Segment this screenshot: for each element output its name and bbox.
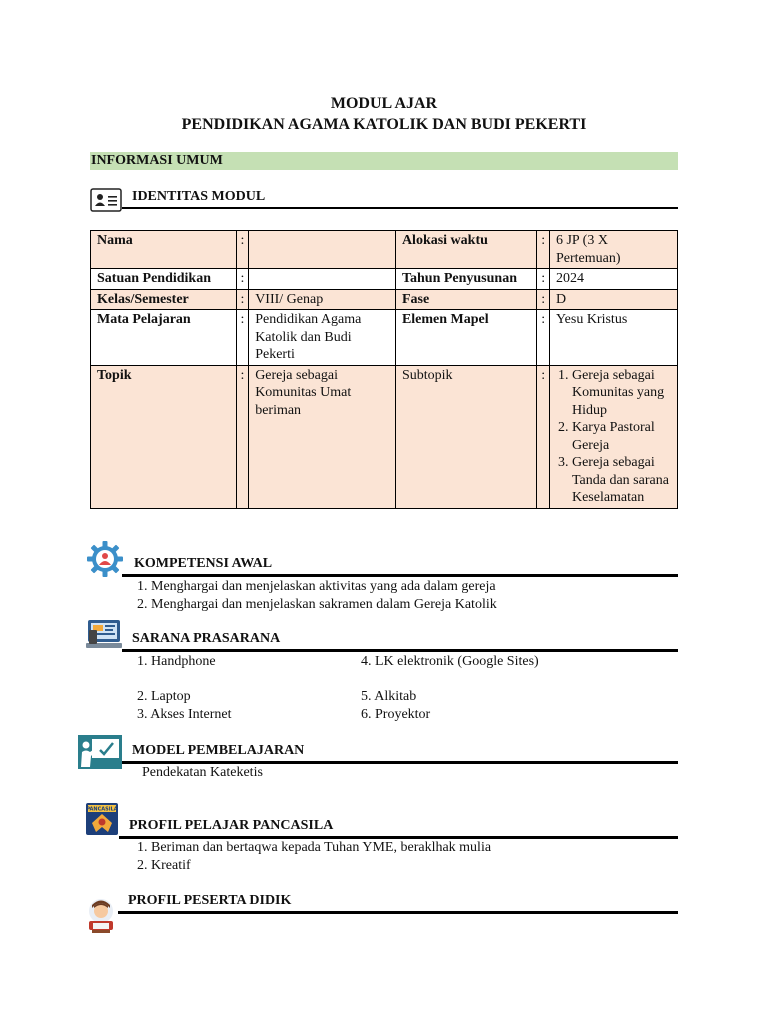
list-item: 3. Gereja sebagai Tanda dan sarana Keselamatan — [572, 454, 671, 507]
cell-colon: : — [537, 269, 549, 290]
pancasila-icon-label: PANCASILA — [86, 806, 118, 813]
cell-label: Kelas/Semester — [91, 289, 237, 310]
informasi-umum-label: INFORMASI UMUM — [91, 153, 223, 168]
cell-colon: : — [537, 231, 549, 269]
profil-peserta-heading: PROFIL PESERTA DIDIK — [128, 893, 292, 908]
cell-label: Tahun Penyusunan — [395, 269, 537, 290]
devices-icon — [86, 618, 122, 652]
table-row — [91, 310, 678, 366]
cell-colon: : — [537, 310, 549, 366]
pancasila-divider — [119, 836, 678, 839]
cell-label: Nama — [91, 231, 237, 269]
informasi-umum-bar — [90, 152, 678, 170]
pancasila-book-icon — [86, 803, 118, 835]
cell-colon: : — [236, 365, 248, 508]
cell-label: Alokasi waktu — [395, 231, 537, 269]
cell-colon: : — [236, 231, 248, 269]
cell-colon: : — [537, 365, 549, 508]
identitas-divider — [122, 207, 678, 209]
peserta-divider — [118, 911, 678, 914]
cell-value: D — [549, 289, 677, 310]
list-item: 4. LK elektronik (Google Sites) — [361, 654, 539, 669]
cell-value — [249, 231, 396, 269]
teacher-board-icon — [78, 735, 122, 769]
sarana-prasarana-heading: SARANA PRASARANA — [132, 631, 281, 646]
identitas-modul-heading: IDENTITAS MODUL — [132, 189, 266, 204]
list-item: 2. Menghargai dan menjelaskan sakramen dalam Gereja Katolik — [137, 597, 497, 612]
identitas-table — [90, 230, 678, 509]
page-title-line2: PENDIDIKAN AGAMA KATOLIK DAN BUDI PEKERTI — [181, 116, 587, 133]
cell-colon: : — [236, 289, 248, 310]
cell-label: Mata Pelajaran — [91, 310, 237, 366]
subtopik-cell — [549, 365, 677, 508]
cell-value: VIII/ Genap — [249, 289, 396, 310]
list-item: 6. Proyektor — [361, 707, 431, 722]
table-row — [91, 231, 678, 269]
list-item: 5. Alkitab — [361, 689, 417, 704]
list-item: 1. Handphone — [137, 654, 216, 669]
list-item: 2. Karya Pastoral Gereja — [572, 419, 671, 454]
list-item: 1. Beriman dan bertaqwa kepada Tuhan YME, beraklhak mulia — [137, 840, 492, 855]
id-card-icon — [90, 188, 122, 212]
cell-value: 2024 — [549, 269, 677, 290]
table-row — [91, 289, 678, 310]
cell-label: Fase — [395, 289, 537, 310]
list-item: 3. Akses Internet — [137, 707, 232, 722]
cell-colon: : — [236, 310, 248, 366]
cell-value — [249, 269, 396, 290]
table-row — [91, 365, 678, 508]
list-item: 1. Menghargai dan menjelaskan aktivitas yang ada dalam gereja — [137, 579, 496, 594]
cell-label: Topik — [91, 365, 237, 508]
list-item: 2. Laptop — [137, 689, 191, 704]
cell-label: Satuan Pendidikan — [91, 269, 237, 290]
cell-colon: : — [537, 289, 549, 310]
kompetensi-awal-heading: KOMPETENSI AWAL — [134, 556, 273, 571]
student-avatar-icon — [84, 897, 118, 933]
model-pembelajaran-heading: MODEL PEMBELAJARAN — [132, 743, 305, 758]
cell-label: Elemen Mapel — [395, 310, 537, 366]
model-divider — [122, 761, 678, 764]
list-item: 1. Gereja sebagai Komunitas yang Hidup — [572, 367, 671, 420]
subtopik-list — [556, 367, 671, 507]
cell-colon: : — [236, 269, 248, 290]
page-title-line1: MODUL AJAR — [330, 95, 438, 112]
kompetensi-divider — [122, 574, 678, 577]
cell-value: Yesu Kristus — [549, 310, 677, 366]
profil-pancasila-heading: PROFIL PELAJAR PANCASILA — [129, 818, 334, 833]
cell-value: 6 JP (3 X Pertemuan) — [549, 231, 677, 269]
gear-person-icon — [86, 540, 124, 578]
list-item: 2. Kreatif — [137, 858, 191, 873]
model-text: Pendekatan Kateketis — [142, 765, 263, 780]
cell-label: Subtopik — [395, 365, 537, 508]
sarana-divider — [122, 649, 678, 652]
table-row — [91, 269, 678, 290]
cell-value: Gereja sebagai Komunitas Umat beriman — [249, 365, 396, 508]
cell-value: Pendidikan Agama Katolik dan Budi Pekerti — [249, 310, 396, 366]
